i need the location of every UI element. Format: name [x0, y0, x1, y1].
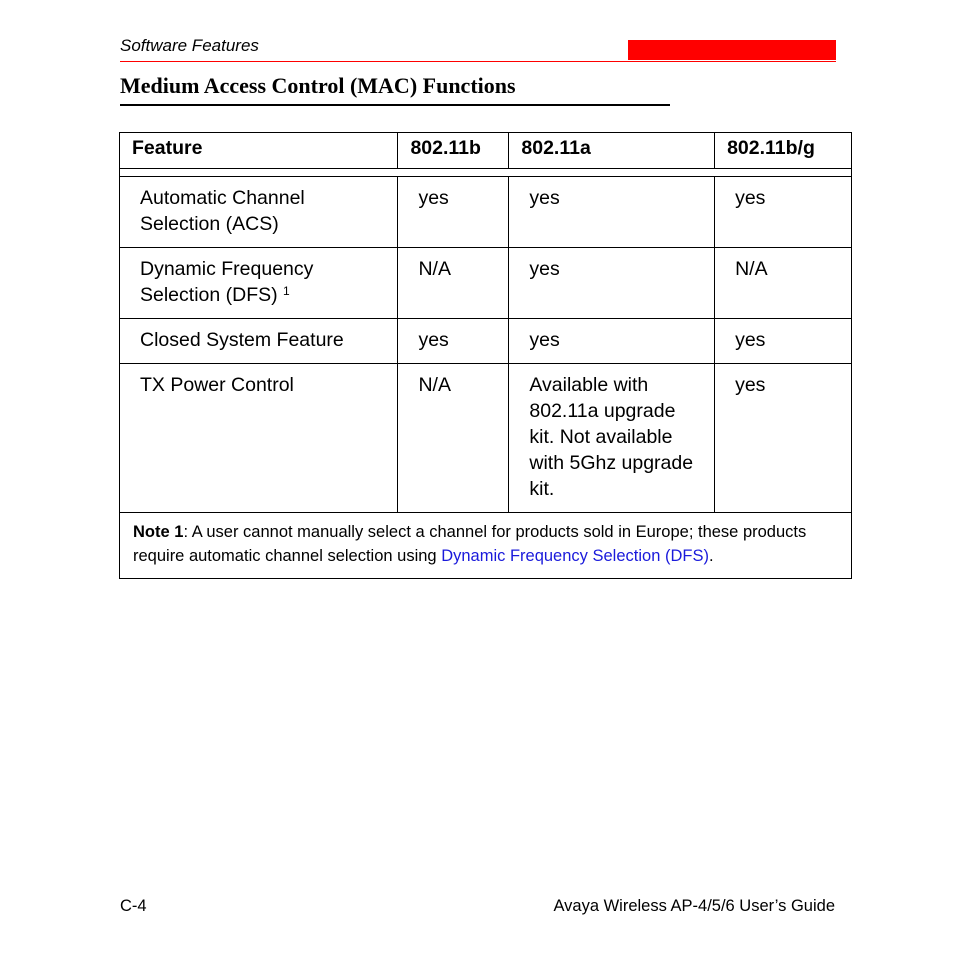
column-header-80211bg: 802.11b/g	[715, 133, 852, 169]
value-cell-80211b: yes	[398, 319, 509, 364]
value-cell-80211b: N/A	[398, 364, 509, 513]
dfs-cross-reference-link[interactable]: Dynamic Frequency Selection (DFS)	[441, 546, 709, 565]
guide-title: Avaya Wireless AP-4/5/6 User’s Guide	[553, 897, 835, 915]
value-cell-80211bg: yes	[715, 364, 852, 513]
note-label: Note 1	[133, 523, 184, 541]
value-cell-80211a: Available with 802.11a upgrade kit. Not available with 5Ghz upgrade kit.	[509, 364, 715, 513]
table-row	[120, 248, 852, 319]
column-header-feature: Feature	[120, 133, 398, 169]
column-header-80211b: 802.11b	[398, 133, 509, 169]
table-header-row	[120, 133, 852, 169]
table-row	[120, 364, 852, 513]
table-note-row	[120, 513, 852, 579]
value-cell-80211a: yes	[509, 319, 715, 364]
table-row	[120, 319, 852, 364]
footnote-marker: 1	[283, 284, 290, 298]
note-text-end: .	[708, 546, 714, 565]
value-cell-80211bg: yes	[715, 319, 852, 364]
header-accent-bar	[628, 40, 836, 60]
header-rule	[120, 61, 836, 62]
section-title: Medium Access Control (MAC) Functions	[120, 73, 516, 98]
value-cell-80211b: yes	[398, 177, 509, 248]
feature-cell: Closed System Feature	[120, 319, 398, 364]
table-row	[120, 177, 852, 248]
feature-cell: TX Power Control	[120, 364, 398, 513]
value-cell-80211bg: N/A	[715, 248, 852, 319]
table-note	[120, 513, 852, 579]
mac-functions-table	[119, 132, 852, 579]
value-cell-80211b: N/A	[398, 248, 509, 319]
value-cell-80211a: yes	[509, 177, 715, 248]
note-text: : A user cannot manually select a channel for products sold in Europe; these products require automatic channel selection using	[133, 523, 807, 565]
feature-cell: Automatic Channel Selection (ACS)	[120, 177, 398, 248]
section-title-rule	[120, 104, 670, 106]
feature-cell: Dynamic Frequency Selection (DFS) $^1$	[120, 248, 398, 319]
page-number: C-4	[120, 897, 147, 915]
running-head: Software Features	[120, 36, 259, 55]
header-double-rule	[120, 169, 852, 177]
value-cell-80211bg: yes	[715, 177, 852, 248]
column-header-80211a: 802.11a	[509, 133, 715, 169]
value-cell-80211a: yes	[509, 248, 715, 319]
